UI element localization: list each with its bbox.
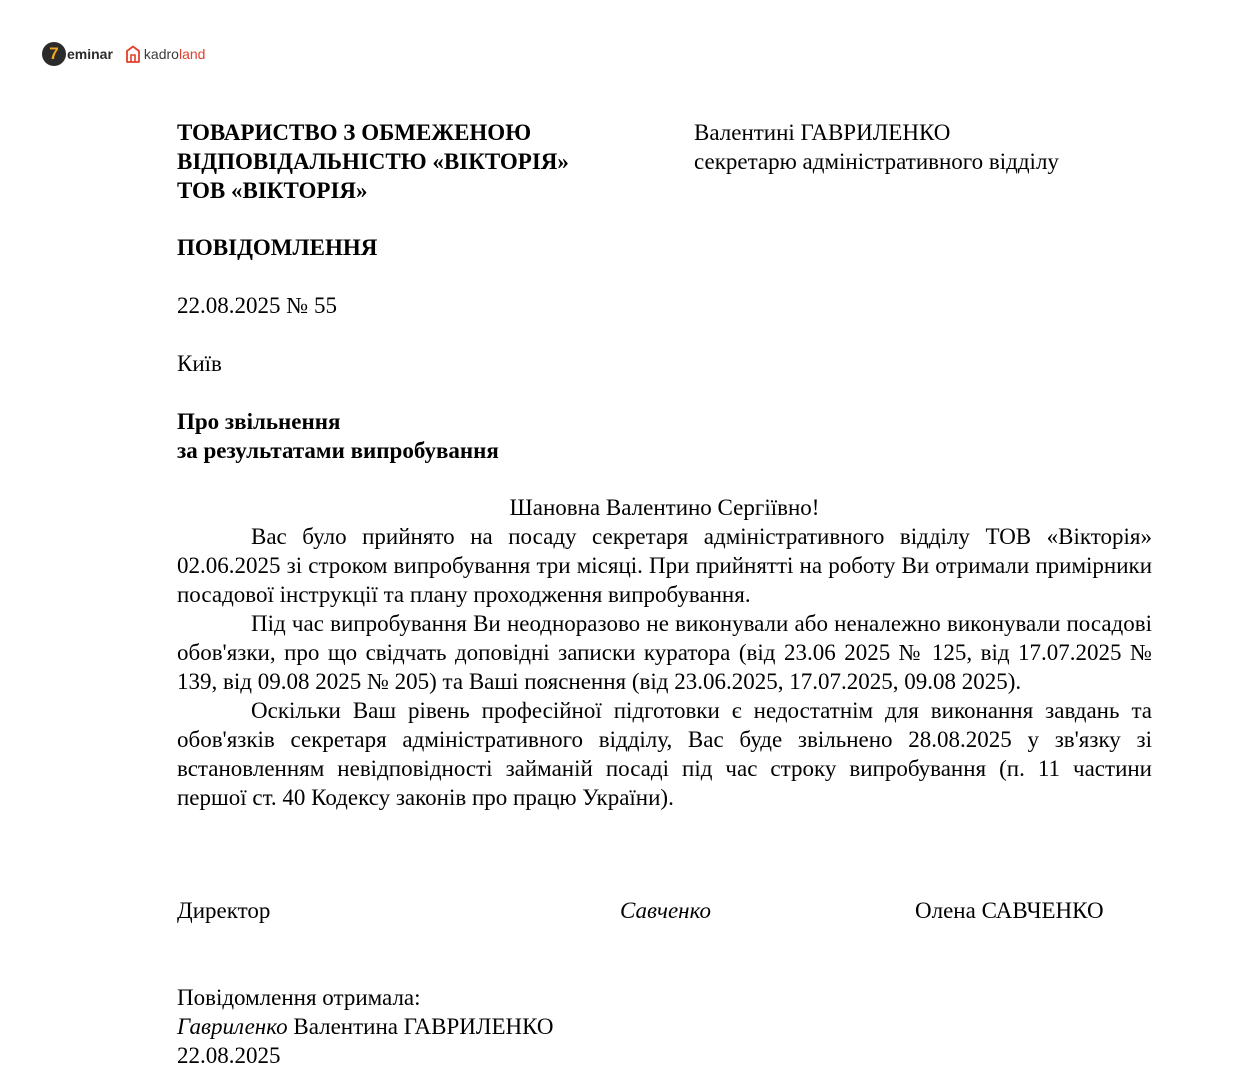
salutation: Шановна Валентино Сергіївно! (509, 495, 820, 520)
addressee-name: Валентині ГАВРИЛЕНКО (694, 120, 951, 145)
organization-line: ТОВ «ВІКТОРІЯ» (177, 178, 368, 203)
seminar-logo (42, 42, 113, 66)
seminar-logo-text: eminar (67, 46, 113, 62)
header-logos (42, 40, 205, 68)
kadroland-house-icon (125, 45, 141, 63)
addressee-position: секретарю адміністративного відділу (694, 149, 1059, 174)
organization-line: ВІДПОВІДАЛЬНІСТЮ «ВІКТОРІЯ» (177, 149, 569, 174)
document-date-number: 22.08.2025 № 55 (177, 293, 337, 318)
receipt-date: 22.08.2025 (177, 1043, 281, 1068)
receipt-name: Валентина ГАВРИЛЕНКО (293, 1014, 554, 1039)
addressee (694, 118, 1059, 176)
document-place: Київ (177, 351, 222, 376)
organization-name (177, 118, 569, 205)
kadroland-logo (125, 44, 206, 64)
receipt-label: Повідомлення отримала: (177, 985, 421, 1010)
receipt-signature: Гавриленко (177, 1014, 288, 1039)
organization-line: ТОВАРИСТВО З ОБМЕЖЕНОЮ (177, 120, 532, 145)
receipt-signature-line (177, 1012, 554, 1041)
letter-body (177, 493, 1152, 812)
signatory-position: Директор (177, 898, 271, 923)
receipt-block (177, 983, 554, 1070)
document-type: ПОВІДОМЛЕННЯ (177, 235, 378, 260)
kadroland-logo-text: kadroland (143, 46, 206, 62)
body-paragraph: Під час випробування Ви неодноразово не виконували або неналежно виконували посадові обов'язки, про що свідчать доповідні записки куратора (від 23.06 2025 № 125, від 17.07.2025 № 139, від 09.08 2025 № 205) та Ваші пояснення (від 23.06.2025, 17.07.2025, 09.08 2025). (177, 611, 1152, 694)
document-subject (177, 407, 499, 465)
seminar-badge: 7 (42, 42, 66, 66)
body-paragraph: Вас було прийнято на посаду секретаря адміністративного відділу ТОВ «Вікторія» 02.06.2025 зі строком випробування три місяці. При прийнятті на роботу Ви отримали примірники посадової інструкції та плану проходження випробування. (177, 524, 1152, 607)
subject-line: за результатами випробування (177, 438, 499, 463)
signatory-signature: Савченко (620, 898, 711, 923)
signatory-name: Олена САВЧЕНКО (915, 898, 1104, 923)
subject-line: Про звільнення (177, 409, 341, 434)
body-paragraph: Оскільки Ваш рівень професійної підготовки є недостатнім для виконання завдань та обов'язків секретаря адміністративного відділу, Вас буде звільнено 28.08.2025 у зв'язку зі встановленням невідповідності займаній посаді під час строку випробування (п. 11 частини першої ст. 40 Кодексу законів про працю України). (177, 698, 1152, 810)
